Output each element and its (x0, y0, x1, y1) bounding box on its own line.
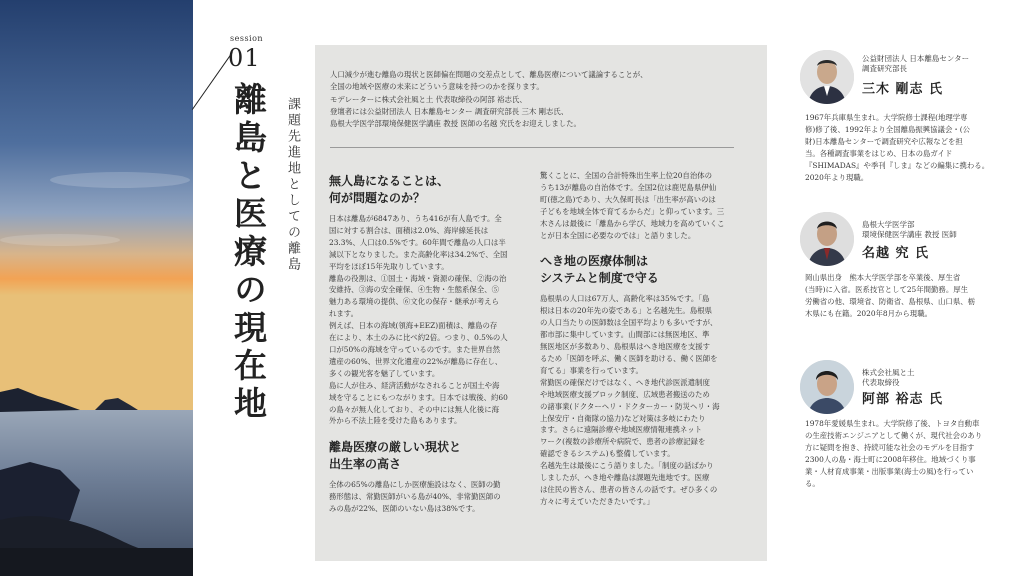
intro-line: 登壇者には公益財団法人 日本離島センター 調査研究部長 三木 剛志氏、 (330, 106, 569, 116)
avatar (800, 50, 854, 104)
profile-bio: 岡山県出身 熊本大学医学部を卒業後、厚生省 (当時)に入省。医系技官として25年間勤務。厚生 労働省の他、環境省、防衛省、島根県、山口県、栃 木県にも在籍。2020年8月から現職。 (805, 273, 975, 318)
profile-org: 島根大学医学部 環境保健医学講座 教授 医師 (862, 220, 957, 239)
intro-divider (330, 147, 734, 148)
profile-name: 三木 剛志 氏 (862, 82, 944, 97)
title-slash-divider (192, 52, 233, 110)
profile-bio: 1978年愛媛県生まれ。大学院修了後、トヨタ自動車 の生産技術エンジニアとして働くが、現代社会のあり 方に疑問を抱き、持続可能な社会のモデルを目指す 2300人の島・海士町に2008年移住。地域づくり事 業・人材育成事業・出版事業(海士の風)を行ってい る。 (805, 419, 983, 488)
article-column-2 (540, 170, 748, 508)
profile-name: 名越 究 氏 (862, 246, 930, 261)
section-body-remote-medical-system: 島根県の人口は67万人、高齢化率は35%です。「島 根は日本の20年先の姿である」と名越先生。島根県 の人口当たりの医師数は全国平均よりも多いですが、 都市部に集中しています。山間部には無医地区、準 無医地区が多数あり、島根県はへき地医療を支援す るため「医師を呼ぶ、働く医師を助ける、働く医師を 育てる」事業を行っています。 常勤医の確保だけではなく、へき地代診医派遣制度 や地域医療支援ブロック制度、広域患者搬送のため の諸事業(ドクターヘリ・ドクターカー・防災ヘリ・海 上保安庁・自衛隊の協力)など対策は多岐にわたり ます。さらに遠隔診療や地域医療情報連携ネット ワーク(複数の診療所や病院で、患者の診療記録を 確認できるシステム)も整備しています。 名越先生は最後にこう語りました。「制度の話ばかり しましたが、へき地や離島は課題先進地です。医療 は住民の皆さん、患者の皆さんの話です。ぜひ多くの 方々に考えていただきたいです。」 (540, 294, 720, 506)
profile-name: 阿部 裕志 氏 (862, 392, 944, 407)
intro-line: 島根大学医学部環境保健医学講座 教授 医師の名越 究氏をお迎えしました。 (330, 119, 581, 129)
section-body-birthrate: 驚くことに、全国の合計特殊出生率上位20自治体の うち13が離島の自治体です。全国2位は鹿児島県伊仙 町(徳之島)であり、大久保町長は「出生率が高いのは 子どもを地域全体で育てるからだ」と仰っています。三 木さんは最後に「離島から学び、地域力を高めていくこ とが日本全国に必要なのでは」と語りました。 (540, 171, 725, 240)
profile-bio: 1967年兵庫県生まれ。大学院修士課程(地理学専 修)修了後、1992年より全国離島振興協議会・(公 財)日本離島センターで調査研究や広報などを担 当。各種調査事業をはじめ、日本の島ガイド 『SHIMADAS』や季刊『しま』などの編集に携わる。 2020年より現職。 (805, 113, 990, 182)
section-heading-remote-medical-system: へき地の医療体制は システムと制度で守る (540, 254, 659, 286)
profile-org: 株式会社風と土 代表取締役 (862, 368, 915, 387)
profile-miki (800, 50, 1000, 220)
section-heading-medical-status: 離島医療の厳しい現状と 出生率の高さ (329, 440, 462, 472)
intro-line: モデレーターに株式会社風と土 代表取締役の阿部 裕志氏、 (330, 94, 527, 104)
section-body-uninhabited: 日本は離島が6847あり、うち416が有人島です。全 国に対する割合は、面積は2.0%、海岸線延長は 23.3%、人口は0.5%です。60年間で離島の人口は半 減以下となりました。また高齢化率は34.2%で、全国 平均をほぼ15年先取りしています。 離島の役割は、①国土・海域・資源の確保、②海の治 安維持、③海の安全確保、④生物・生態系保全、⑤ 魅力ある環境の提供、⑥文化の保存・継承が考えら れます。 例えば、日本の海域(領海+EEZ)面積は、離島の存 在により、本土のみに比べ約2倍。つまり、0.5%の人 口が50%の海域を守っているのです。また世界自然 遺産の60%、世界文化遺産の22%が離島に存在し、 多くの観光客を魅了しています。 島に人が住み、経済活動がなされることが国土や海 域を守ることにもつながります。日本では戦後、約60 の島々が無人化しており、その中には無人化後に海 外から不法上陸を受けた島もあります。 (329, 214, 508, 426)
page-subtitle: 課題先進地としての離島 (285, 97, 300, 273)
profile-nagoshi (800, 212, 1000, 342)
profile-org: 公益財団法人 日本離島センター 調査研究部長 (862, 54, 970, 73)
section-body-medical-status: 全体の65%の離島にしか医療施設はなく、医師の勤 務形態は、常勤医師がいる島が40%、非常勤医師の みの島が22%、医師のいない島は38%です。 (329, 480, 501, 514)
session-number: 01 (228, 44, 261, 72)
section-heading-uninhabited: 無人島になることは、 何が問題なのか？ (329, 174, 450, 205)
intro-text (330, 69, 735, 130)
session-label: session (230, 34, 264, 43)
intro-line: 全国の地域や医療の未来にどういう意味を持つのかを探ります。 (330, 82, 544, 92)
profile-abe (800, 360, 1000, 490)
page-title: 離島と医療の現在地 (229, 82, 268, 424)
article-column-1 (329, 173, 527, 515)
intro-line: 人口減少が進む離島の現状と医師偏在問題の交差点として、離島医療について議論することが、 (330, 70, 648, 79)
avatar (800, 360, 854, 414)
avatar (800, 212, 854, 266)
sunset-island-photo (0, 0, 193, 576)
